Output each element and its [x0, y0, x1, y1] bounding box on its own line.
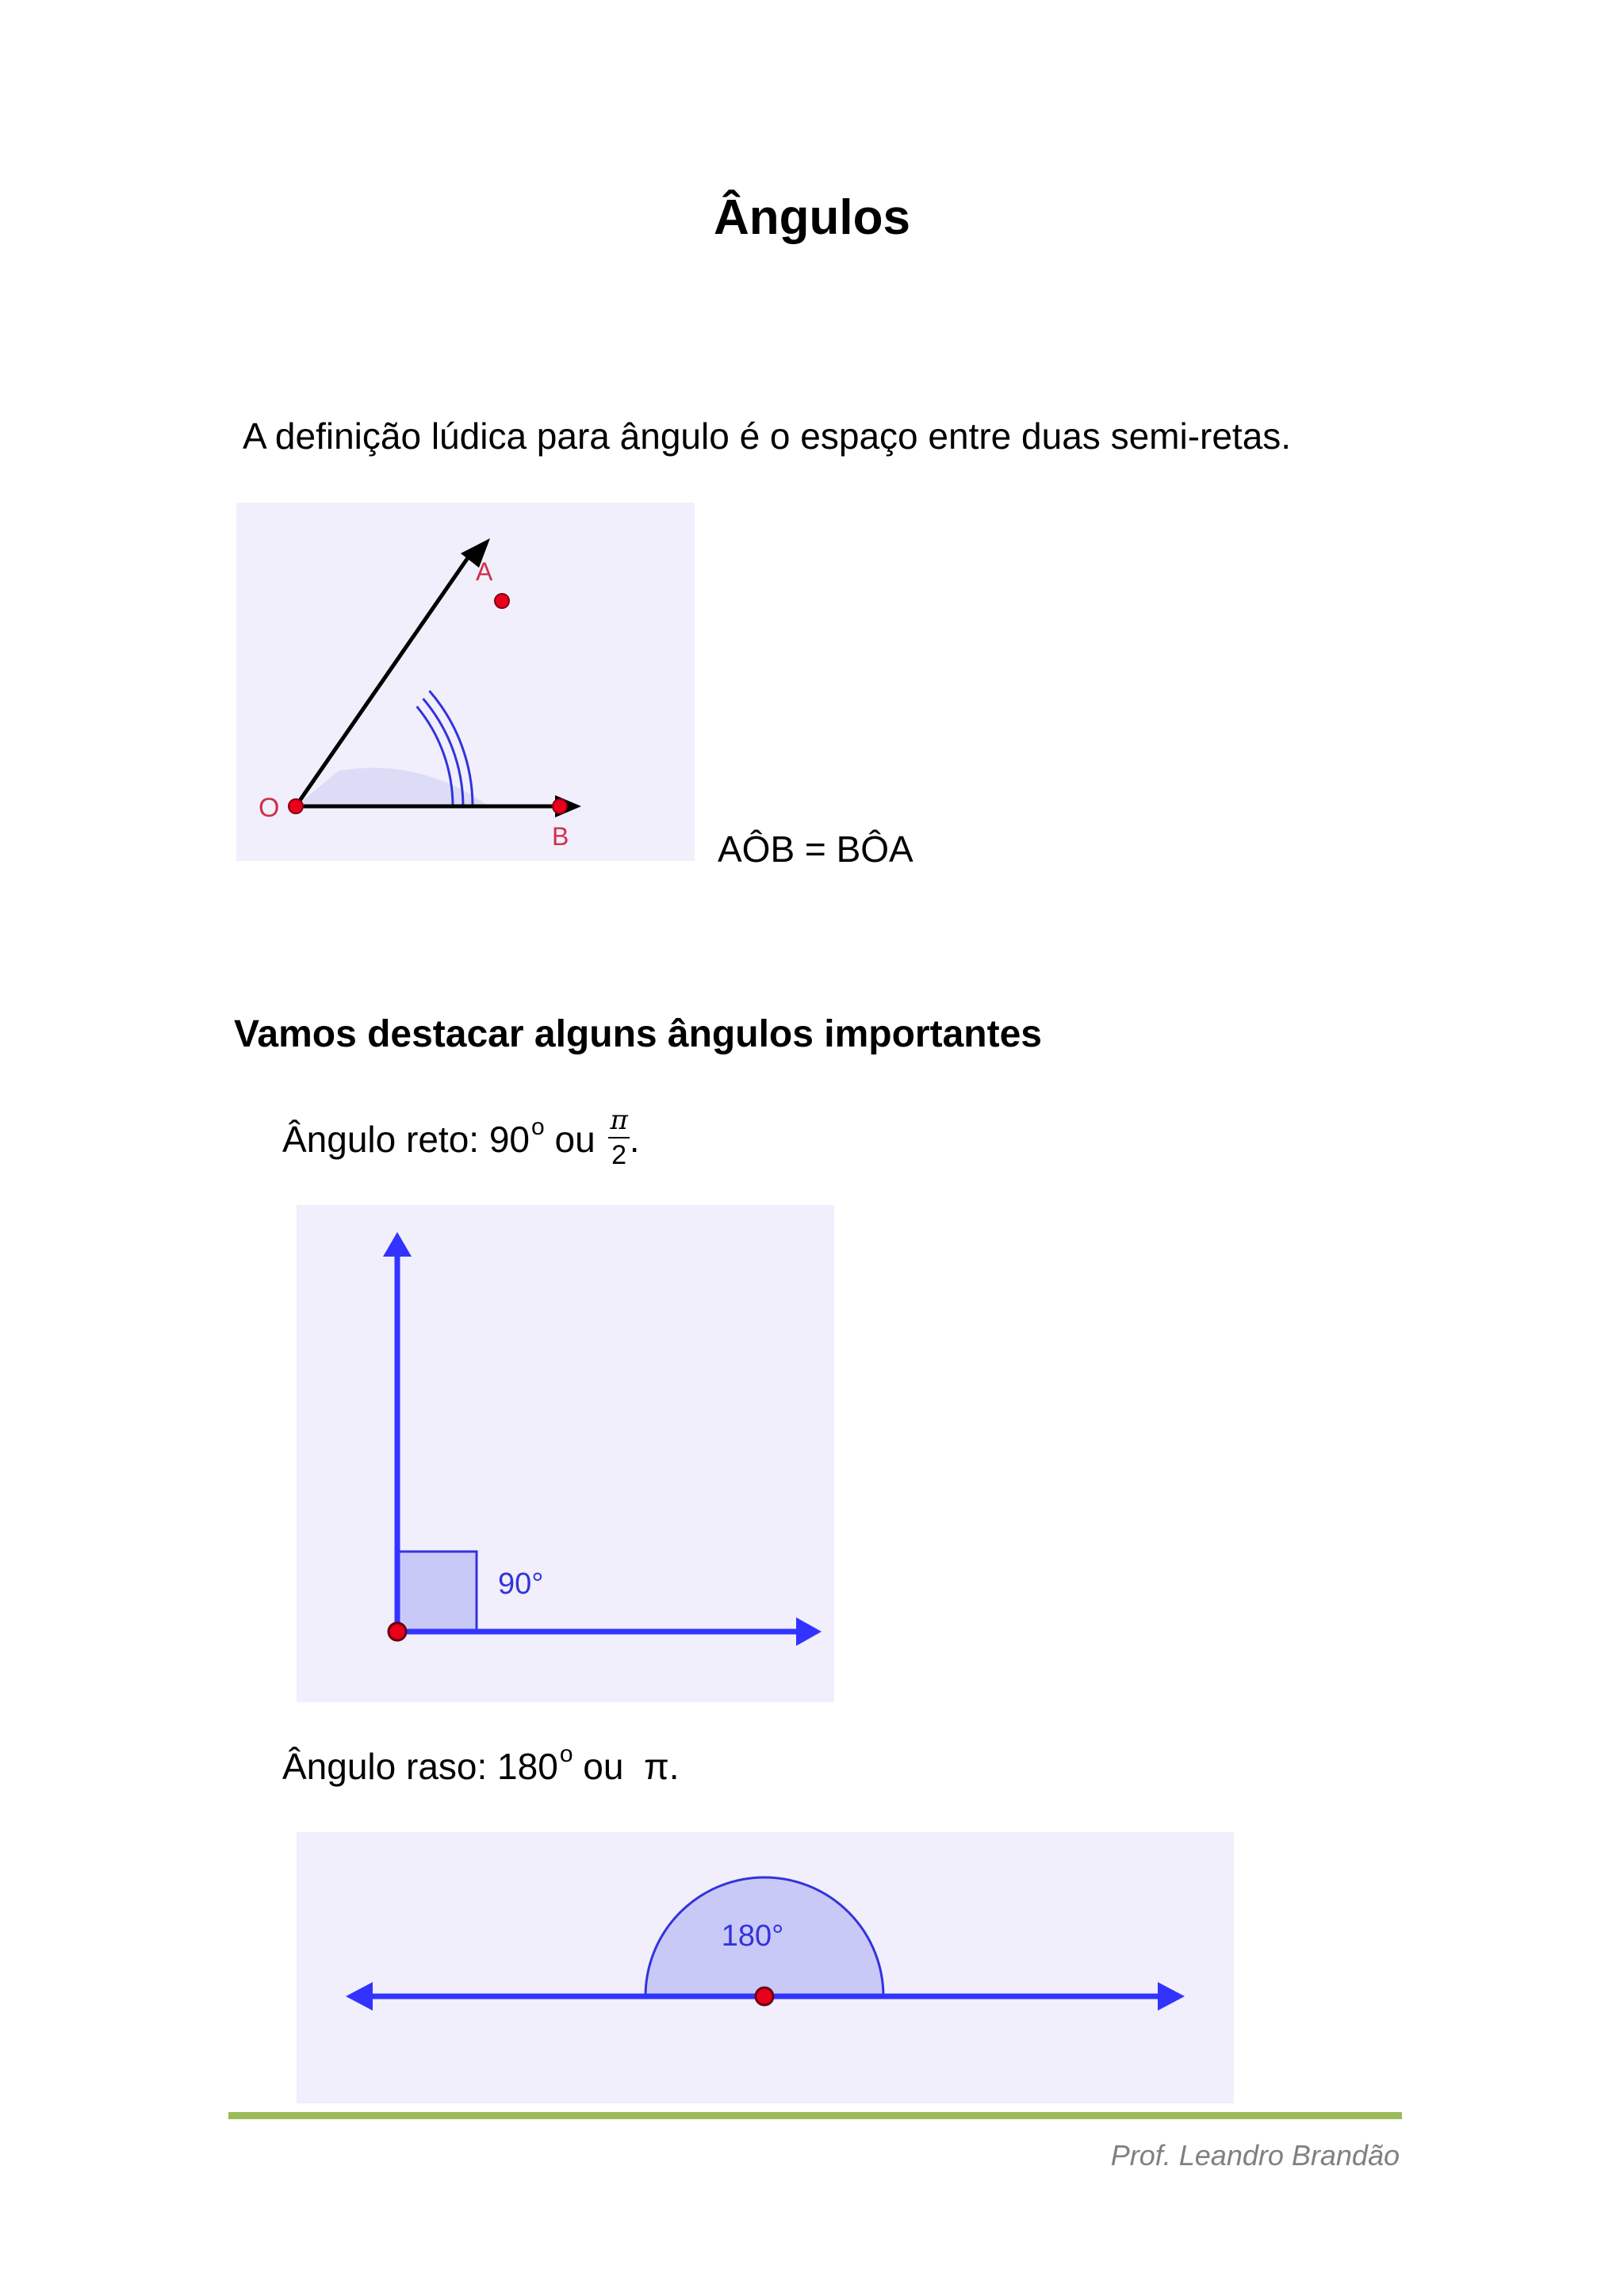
caption-period: .: [629, 1119, 640, 1161]
point-b: [553, 799, 567, 813]
label-a: A: [476, 557, 493, 586]
one-eighty-degree-label: 180°: [721, 1919, 784, 1953]
straight-angle-suffix: ou π.: [573, 1746, 680, 1787]
point-o: [289, 799, 303, 813]
degree-mark: o: [559, 1741, 573, 1767]
right-arrowhead: [1158, 1982, 1185, 2011]
degree-mark: o: [531, 1114, 545, 1141]
page-title: Ângulos: [714, 190, 910, 245]
straight-angle-caption: [282, 1741, 680, 1787]
fraction-denominator: 2: [611, 1140, 627, 1170]
left-arrowhead: [346, 1982, 373, 2011]
angle-aob-figure: [236, 503, 695, 861]
right-angle-square: [397, 1552, 477, 1632]
section-heading: Vamos destacar alguns ângulos importantes: [234, 1013, 1042, 1055]
intro-paragraph: A definição lúdica para ângulo é o espaço entre duas semi-retas.: [243, 415, 1292, 457]
vertical-ray-arrowhead: [383, 1232, 412, 1257]
straight-angle-prefix: Ângulo raso: 180: [282, 1746, 558, 1787]
point-a: [495, 594, 509, 608]
vertex-point: [389, 1623, 406, 1640]
right-angle-diagram: [297, 1205, 834, 1702]
fraction-numerator: π: [608, 1107, 629, 1138]
ninety-degree-label: 90°: [498, 1567, 544, 1601]
pi-over-two-fraction: [608, 1104, 629, 1170]
label-o: O: [259, 793, 280, 823]
label-b: B: [552, 822, 569, 851]
footer-author: Prof. Leandro Brandão: [1110, 2139, 1400, 2172]
vertex-point: [756, 1988, 773, 2005]
footer-divider: [228, 2112, 1402, 2119]
right-angle-figure: [297, 1205, 834, 1702]
angle-equation: AÔB = BÔA: [718, 828, 914, 870]
horizontal-ray-arrowhead: [796, 1617, 822, 1646]
straight-angle-diagram: [297, 1832, 1234, 2103]
right-angle-caption: [282, 1104, 640, 1173]
right-angle-prefix: Ângulo reto: 90: [282, 1119, 530, 1161]
angle-aob-diagram: [236, 503, 695, 861]
ou-text: ou: [544, 1119, 606, 1161]
straight-angle-figure: [297, 1832, 1234, 2103]
